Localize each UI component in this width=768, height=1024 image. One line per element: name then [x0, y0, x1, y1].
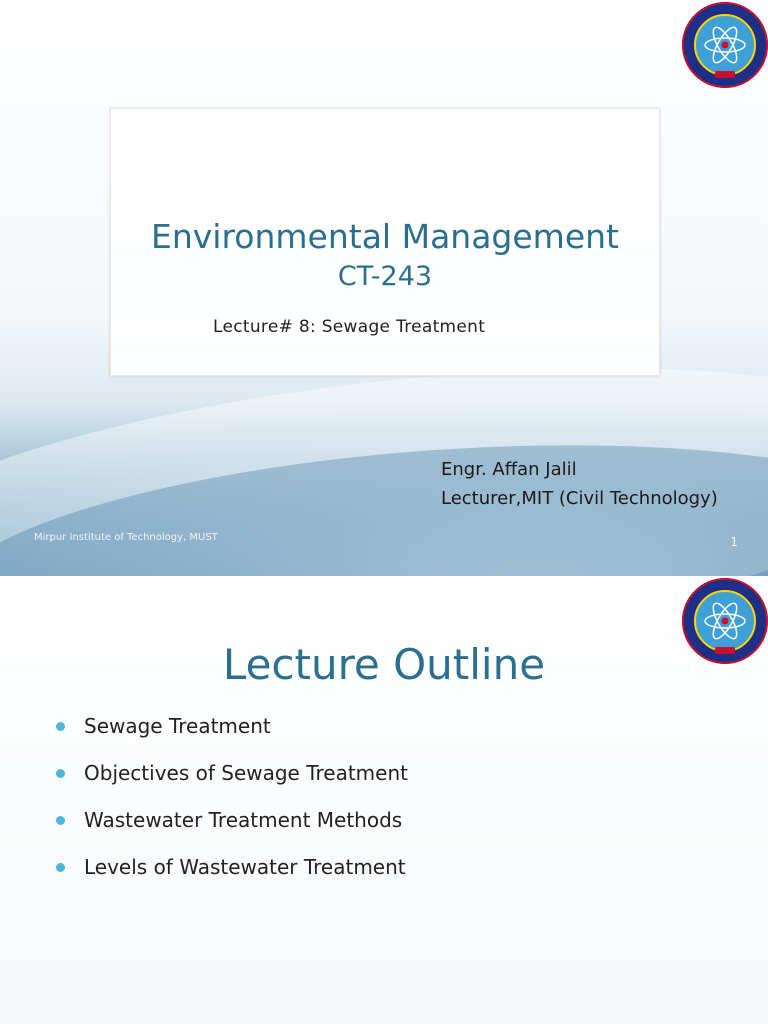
lecture-subtitle: Lecture# 8: Sewage Treatment — [213, 317, 486, 337]
bullet-icon — [56, 722, 65, 731]
bullet-icon — [56, 769, 65, 778]
presentation-title: Environmental Management — [151, 217, 619, 256]
footer-text: Mirpur Institute of Technology, MUST — [34, 532, 218, 543]
course-code: CT-243 — [337, 261, 433, 292]
list-item-label: Sewage Treatment — [84, 714, 271, 738]
list-item — [56, 712, 408, 759]
bullet-icon — [56, 816, 65, 825]
slide-number: 1 — [730, 535, 738, 549]
presenter-name: Engr. Affan Jalil — [441, 459, 577, 480]
presenter-block — [441, 455, 718, 513]
list-item — [56, 853, 408, 900]
university-seal-icon — [682, 2, 768, 88]
list-item — [56, 759, 408, 806]
outline-list — [56, 712, 408, 900]
title-placeholder-box — [110, 108, 660, 376]
list-item — [56, 806, 408, 853]
outline-slide — [0, 576, 768, 1024]
outline-title: Lecture Outline — [222, 640, 546, 689]
presenter-role: Lecturer,MIT (Civil Technology) — [441, 488, 718, 509]
list-item-label: Levels of Wastewater Treatment — [84, 855, 406, 879]
bullet-icon — [56, 863, 65, 872]
list-item-label: Wastewater Treatment Methods — [84, 808, 403, 832]
list-item-label: Objectives of Sewage Treatment — [84, 761, 408, 785]
